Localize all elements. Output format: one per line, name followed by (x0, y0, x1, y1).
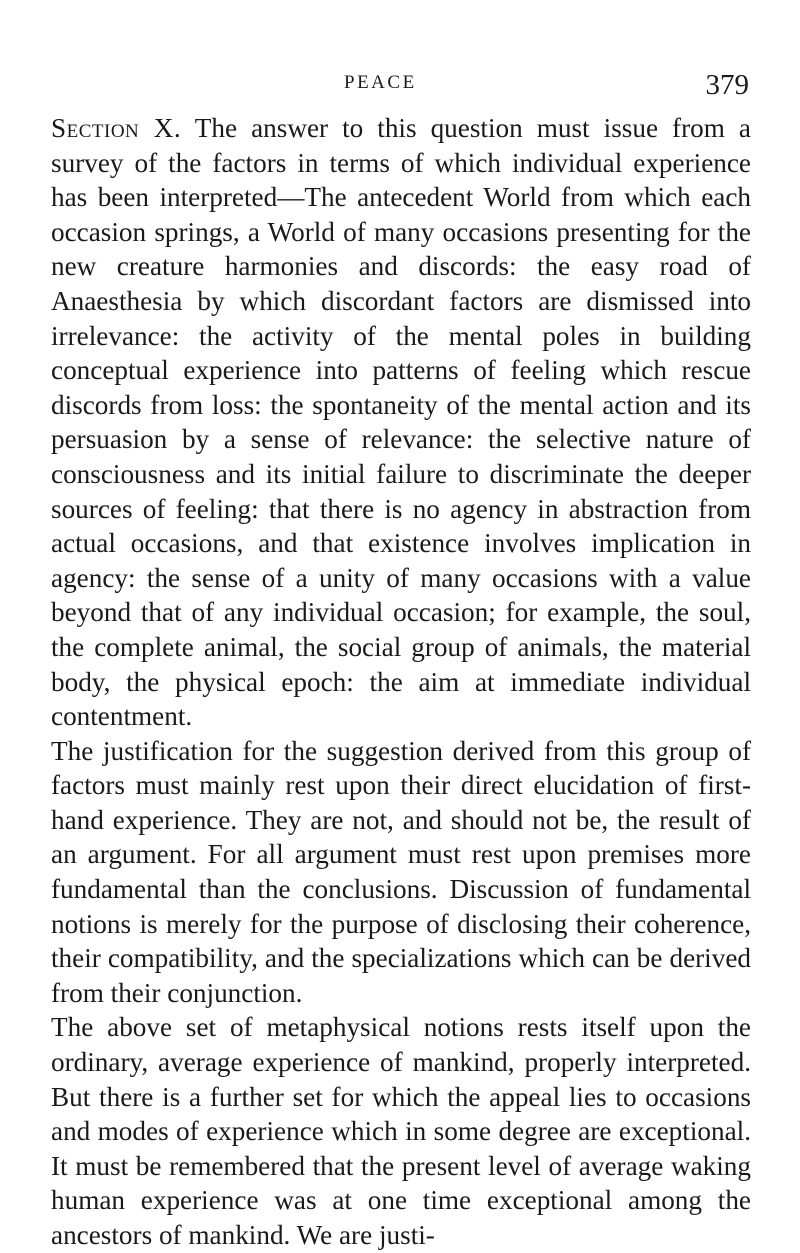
body-text (51, 111, 751, 1253)
paragraph-3: The above set of metaphysical notions rests itself upon the ordinary, average experience of mankind, properly interpreted. But there is a further set for which the appeal lies to occasions and modes of experience which in some degree are exceptional. It must be remembered that the present level of average waking human experience was at one time exceptional among the ancestors of mankind. We are justi- (51, 1012, 751, 1250)
paragraph-1-text: The answer to this question must issue from a survey of the factors in terms of which individual experience has been interpreted—The antecedent World from which each occasion springs, a World of many occasions presenting for the new creature harmonies and discords: the easy road of Anaesthesia by which discordant factors are dismissed into irrelevance: the activity of the mental poles in building conceptual experience into patterns of feeling which rescue discords from loss: the spontaneity of the mental action and its persuasion by a sense of relevance: the selective nature of consciousness and its initial failure to discriminate the deeper sources of feeling: that there is no agency in abstraction from actual occasions, and that existence involves implication in agency: the sense of a unity of many occasions with a value beyond that of any individual occasion; for example, the soul, the complete animal, the social group of animals, the material body, the physical epoch: the aim at immediate individual contentment. (51, 113, 751, 732)
running-title: PEACE (344, 72, 417, 93)
page-number: 379 (705, 69, 749, 101)
paragraph-1 (51, 111, 751, 734)
section-label: Section X. (51, 113, 182, 143)
running-head (0, 70, 800, 110)
paragraph-2: The justification for the suggestion derived from this group of factors must mainly rest upon their direct elucidation of first-hand experience. They are not, and should not be, the result of an argument. For all argument must rest upon premises more fundamental than the conclusions. Discussion of fundamental notions is merely for the purpose of disclosing their coherence, their compatibility, and the specializations which can be derived from their conjunction. (51, 735, 751, 1008)
